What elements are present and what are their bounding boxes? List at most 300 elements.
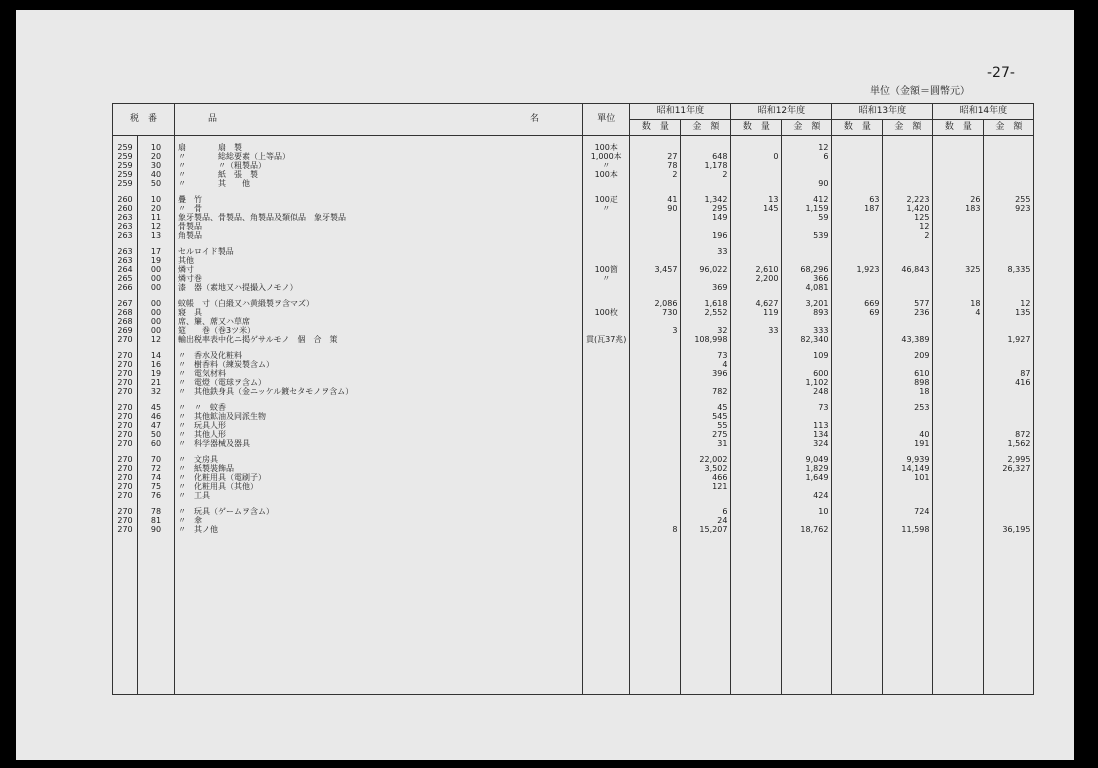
- sub-code-cell: 47: [138, 421, 175, 430]
- tariff-code-cell: 270: [113, 412, 138, 421]
- amount-11-cell: 55: [681, 421, 731, 430]
- amount-14-cell: 2,995: [984, 455, 1034, 464]
- item-name-cell: 〃 化粧用具（其他）: [175, 482, 583, 491]
- amount-13-cell: 724: [883, 507, 933, 516]
- qty-14-cell: [933, 507, 984, 516]
- qty-11-cell: [630, 231, 681, 240]
- header-code: 税 番: [113, 104, 175, 136]
- qty-13-cell: [832, 464, 883, 473]
- amount-11-cell: 295: [681, 204, 731, 213]
- qty-12-cell: [731, 439, 782, 448]
- qty-14-cell: [933, 439, 984, 448]
- amount-12-cell: 73: [782, 403, 832, 412]
- amount-13-cell: 2,223: [883, 195, 933, 204]
- amount-13-cell: [883, 170, 933, 179]
- tariff-code-cell: 260: [113, 195, 138, 204]
- item-name-cell: 〃 其 他: [175, 179, 583, 188]
- qty-11-cell: [630, 464, 681, 473]
- item-name-cell: 寢 具: [175, 308, 583, 317]
- qty-12-cell: [731, 507, 782, 516]
- amount-14-cell: [984, 213, 1034, 222]
- qty-13-cell: [832, 403, 883, 412]
- amount-13-cell: [883, 247, 933, 256]
- sub-code-cell: 00: [138, 317, 175, 326]
- table-row: [113, 421, 1034, 430]
- amount-11-cell: 275: [681, 430, 731, 439]
- tariff-code-cell: 270: [113, 387, 138, 396]
- qty-14-cell: [933, 403, 984, 412]
- table-row: [113, 369, 1034, 378]
- qty-11-cell: 3,457: [630, 265, 681, 274]
- qty-14-cell: [933, 231, 984, 240]
- amount-14-cell: [984, 326, 1034, 335]
- qty-14-cell: [933, 317, 984, 326]
- amount-14-cell: 923: [984, 204, 1034, 213]
- amount-12-cell: 18,762: [782, 525, 832, 534]
- header-year-13: 昭和13年度: [832, 104, 933, 120]
- tariff-code-cell: 270: [113, 464, 138, 473]
- unit-cell: [583, 299, 630, 308]
- unit-cell: [583, 439, 630, 448]
- table-row: [113, 256, 1034, 265]
- amount-11-cell: 22,002: [681, 455, 731, 464]
- qty-12-cell: [731, 351, 782, 360]
- unit-cell: [583, 256, 630, 265]
- qty-11-cell: [630, 213, 681, 222]
- item-name-cell: 燐寸巻: [175, 274, 583, 283]
- amount-12-cell: [782, 222, 832, 231]
- amount-11-cell: 1,342: [681, 195, 731, 204]
- table-row: [113, 326, 1034, 335]
- table-row: [113, 351, 1034, 360]
- tariff-code-cell: 263: [113, 256, 138, 265]
- item-name-cell: 輸出税率表中化ニ掲ゲサルモノ 個 合 策: [175, 335, 583, 344]
- tariff-code-cell: 268: [113, 317, 138, 326]
- sub-code-cell: 10: [138, 195, 175, 204]
- amount-14-cell: [984, 473, 1034, 482]
- header-qty-12: 数 量: [731, 120, 782, 136]
- qty-11-cell: [630, 430, 681, 439]
- item-name-cell: 〃 化粧用具（電刷子）: [175, 473, 583, 482]
- amount-14-cell: 87: [984, 369, 1034, 378]
- qty-12-cell: [731, 161, 782, 170]
- qty-12-cell: 13: [731, 195, 782, 204]
- amount-13-cell: 14,149: [883, 464, 933, 473]
- amount-13-cell: 12: [883, 222, 933, 231]
- amount-12-cell: [782, 170, 832, 179]
- header-qty-11: 数 量: [630, 120, 681, 136]
- qty-14-cell: [933, 256, 984, 265]
- tariff-code-cell: 270: [113, 335, 138, 344]
- qty-14-cell: [933, 525, 984, 534]
- sub-code-cell: 45: [138, 403, 175, 412]
- table-row: [113, 430, 1034, 439]
- amount-13-cell: [883, 283, 933, 292]
- item-name-cell: 筵 巻（巻3ツ米）: [175, 326, 583, 335]
- header-amount-14: 金 額: [984, 120, 1034, 136]
- unit-cell: 100箇: [583, 265, 630, 274]
- amount-14-cell: [984, 222, 1034, 231]
- sub-code-cell: 40: [138, 170, 175, 179]
- sub-code-cell: 78: [138, 507, 175, 516]
- qty-14-cell: [933, 378, 984, 387]
- table-row: [113, 265, 1034, 274]
- item-name-cell: 〃 其他鉄身具（金ニッケル鍍セタモノヲ含ム）: [175, 387, 583, 396]
- qty-12-cell: 2,610: [731, 265, 782, 274]
- qty-12-cell: [731, 335, 782, 344]
- amount-13-cell: 610: [883, 369, 933, 378]
- amount-12-cell: 1,159: [782, 204, 832, 213]
- item-name-cell: 〃 紙 張 製: [175, 170, 583, 179]
- qty-11-cell: [630, 516, 681, 525]
- table-row: [113, 231, 1034, 240]
- qty-11-cell: [630, 179, 681, 188]
- sub-code-cell: 32: [138, 387, 175, 396]
- qty-11-cell: [630, 369, 681, 378]
- table-row: [113, 387, 1034, 396]
- qty-12-cell: [731, 455, 782, 464]
- table-row: [113, 482, 1034, 491]
- sub-code-cell: 19: [138, 369, 175, 378]
- amount-11-cell: 396: [681, 369, 731, 378]
- header-amount-11: 金 額: [681, 120, 731, 136]
- table-row: [113, 161, 1034, 170]
- tariff-code-cell: 270: [113, 439, 138, 448]
- qty-13-cell: [832, 482, 883, 491]
- item-name-cell: 漆 器（素地又ハ提撮入ノモノ）: [175, 283, 583, 292]
- amount-12-cell: 366: [782, 274, 832, 283]
- unit-cell: 〃: [583, 204, 630, 213]
- table-row: [113, 360, 1034, 369]
- tariff-code-cell: 270: [113, 369, 138, 378]
- qty-13-cell: [832, 360, 883, 369]
- sub-code-cell: 50: [138, 179, 175, 188]
- item-name-cell: 〃 工具: [175, 491, 583, 500]
- table-row: [113, 403, 1034, 412]
- qty-11-cell: 2,086: [630, 299, 681, 308]
- table-row: [113, 170, 1034, 179]
- table-row: [113, 507, 1034, 516]
- amount-13-cell: [883, 152, 933, 161]
- qty-14-cell: [933, 412, 984, 421]
- qty-14-cell: 183: [933, 204, 984, 213]
- qty-14-cell: [933, 455, 984, 464]
- qty-12-cell: [731, 387, 782, 396]
- qty-14-cell: [933, 274, 984, 283]
- qty-14-cell: [933, 335, 984, 344]
- item-name-cell: 〃 科学器械及器具: [175, 439, 583, 448]
- amount-13-cell: 43,389: [883, 335, 933, 344]
- amount-11-cell: [681, 222, 731, 231]
- item-name-cell: 〃 文房具: [175, 455, 583, 464]
- qty-12-cell: [731, 525, 782, 534]
- amount-12-cell: 333: [782, 326, 832, 335]
- item-name-cell: 〃 玩具人形: [175, 421, 583, 430]
- qty-12-cell: 119: [731, 308, 782, 317]
- amount-13-cell: [883, 143, 933, 152]
- tariff-code-cell: 270: [113, 430, 138, 439]
- amount-13-cell: [883, 326, 933, 335]
- amount-14-cell: 12: [984, 299, 1034, 308]
- header-name-right: 名: [529, 114, 539, 124]
- qty-11-cell: 730: [630, 308, 681, 317]
- item-name-cell: 席、簾、蓆又ハ草席: [175, 317, 583, 326]
- group-spacer: [113, 448, 1034, 455]
- amount-12-cell: 539: [782, 231, 832, 240]
- qty-14-cell: [933, 430, 984, 439]
- unit-cell: [583, 247, 630, 256]
- qty-13-cell: [832, 455, 883, 464]
- unit-cell: [583, 369, 630, 378]
- qty-11-cell: [630, 491, 681, 500]
- amount-14-cell: [984, 152, 1034, 161]
- item-name-cell: 燐寸: [175, 265, 583, 274]
- tariff-code-cell: 270: [113, 525, 138, 534]
- amount-14-cell: [984, 491, 1034, 500]
- sub-code-cell: 10: [138, 143, 175, 152]
- amount-14-cell: [984, 231, 1034, 240]
- sub-code-cell: 00: [138, 326, 175, 335]
- qty-12-cell: 145: [731, 204, 782, 213]
- amount-13-cell: 898: [883, 378, 933, 387]
- amount-13-cell: [883, 516, 933, 525]
- ledger-table: [112, 103, 1034, 695]
- qty-12-cell: [731, 360, 782, 369]
- header-year-12: 昭和12年度: [731, 104, 832, 120]
- amount-13-cell: [883, 491, 933, 500]
- amount-13-cell: 253: [883, 403, 933, 412]
- tariff-code-cell: 263: [113, 213, 138, 222]
- qty-11-cell: [630, 455, 681, 464]
- qty-14-cell: [933, 283, 984, 292]
- qty-12-cell: [731, 179, 782, 188]
- amount-12-cell: 412: [782, 195, 832, 204]
- item-name-cell: セルロイド製品: [175, 247, 583, 256]
- table-row: [113, 143, 1034, 152]
- unit-cell: 〃: [583, 161, 630, 170]
- amount-14-cell: [984, 482, 1034, 491]
- qty-14-cell: 26: [933, 195, 984, 204]
- amount-13-cell: [883, 274, 933, 283]
- unit-cell: [583, 351, 630, 360]
- amount-14-cell: 36,195: [984, 525, 1034, 534]
- header-amount-13: 金 額: [883, 120, 933, 136]
- amount-11-cell: 96,022: [681, 265, 731, 274]
- amount-14-cell: [984, 283, 1034, 292]
- amount-14-cell: [984, 412, 1034, 421]
- table-row: [113, 213, 1034, 222]
- sub-code-cell: 74: [138, 473, 175, 482]
- unit-cell: [583, 283, 630, 292]
- blank-area: [113, 534, 1034, 695]
- table-row: [113, 464, 1034, 473]
- qty-13-cell: [832, 283, 883, 292]
- amount-14-cell: 8,335: [984, 265, 1034, 274]
- tariff-code-cell: 270: [113, 360, 138, 369]
- qty-14-cell: [933, 491, 984, 500]
- qty-11-cell: [630, 507, 681, 516]
- qty-12-cell: [731, 213, 782, 222]
- header-qty-13: 数 量: [832, 120, 883, 136]
- qty-13-cell: [832, 369, 883, 378]
- tariff-code-cell: 259: [113, 152, 138, 161]
- unit-cell: 1,000本: [583, 152, 630, 161]
- item-name-cell: 〃 其ノ他: [175, 525, 583, 534]
- qty-13-cell: [832, 430, 883, 439]
- qty-14-cell: [933, 152, 984, 161]
- amount-12-cell: 12: [782, 143, 832, 152]
- tariff-code-cell: 264: [113, 265, 138, 274]
- amount-14-cell: 416: [984, 378, 1034, 387]
- sub-code-cell: 81: [138, 516, 175, 525]
- header-amount-12: 金 額: [782, 120, 832, 136]
- amount-12-cell: 113: [782, 421, 832, 430]
- unit-cell: [583, 430, 630, 439]
- amount-14-cell: 1,927: [984, 335, 1034, 344]
- qty-11-cell: [630, 335, 681, 344]
- sub-code-cell: 76: [138, 491, 175, 500]
- tariff-code-cell: 263: [113, 222, 138, 231]
- qty-12-cell: 2,200: [731, 274, 782, 283]
- qty-12-cell: 0: [731, 152, 782, 161]
- qty-14-cell: [933, 247, 984, 256]
- unit-cell: [583, 421, 630, 430]
- sub-code-cell: 20: [138, 152, 175, 161]
- item-name-cell: 〃 電気材料: [175, 369, 583, 378]
- group-spacer: [113, 188, 1034, 195]
- unit-cell: [583, 525, 630, 534]
- amount-11-cell: [681, 378, 731, 387]
- unit-cell: 100本: [583, 143, 630, 152]
- qty-12-cell: [731, 430, 782, 439]
- item-name-cell: 〃 香水及化粧料: [175, 351, 583, 360]
- sub-code-cell: 50: [138, 430, 175, 439]
- sub-code-cell: 00: [138, 308, 175, 317]
- amount-11-cell: 545: [681, 412, 731, 421]
- qty-13-cell: [832, 161, 883, 170]
- group-spacer: [113, 240, 1034, 247]
- amount-14-cell: [984, 143, 1034, 152]
- qty-13-cell: [832, 170, 883, 179]
- amount-12-cell: 600: [782, 369, 832, 378]
- tariff-code-cell: 270: [113, 421, 138, 430]
- table-row: [113, 308, 1034, 317]
- amount-11-cell: 108,998: [681, 335, 731, 344]
- amount-11-cell: [681, 179, 731, 188]
- sub-code-cell: 20: [138, 204, 175, 213]
- qty-11-cell: [630, 143, 681, 152]
- amount-11-cell: 4: [681, 360, 731, 369]
- qty-13-cell: [832, 491, 883, 500]
- unit-cell: [583, 491, 630, 500]
- qty-13-cell: [832, 516, 883, 525]
- tariff-code-cell: 270: [113, 351, 138, 360]
- amount-13-cell: 577: [883, 299, 933, 308]
- item-name-cell: 其他: [175, 256, 583, 265]
- amount-11-cell: 2,552: [681, 308, 731, 317]
- qty-12-cell: [731, 403, 782, 412]
- qty-14-cell: [933, 387, 984, 396]
- qty-12-cell: [731, 283, 782, 292]
- qty-14-cell: [933, 351, 984, 360]
- amount-12-cell: 248: [782, 387, 832, 396]
- amount-14-cell: 135: [984, 308, 1034, 317]
- qty-13-cell: 1,923: [832, 265, 883, 274]
- amount-12-cell: 134: [782, 430, 832, 439]
- amount-12-cell: 59: [782, 213, 832, 222]
- amount-11-cell: [681, 256, 731, 265]
- table-row: [113, 222, 1034, 231]
- table-row: [113, 247, 1034, 256]
- qty-11-cell: [630, 482, 681, 491]
- qty-13-cell: [832, 525, 883, 534]
- qty-14-cell: [933, 179, 984, 188]
- sub-code-cell: 14: [138, 351, 175, 360]
- tariff-code-cell: 259: [113, 170, 138, 179]
- page-number: -27-: [987, 65, 1015, 81]
- qty-12-cell: [731, 378, 782, 387]
- amount-14-cell: [984, 516, 1034, 525]
- tariff-code-cell: 270: [113, 378, 138, 387]
- item-name-cell: 〃 〃（粗製品）: [175, 161, 583, 170]
- table-row: [113, 473, 1034, 482]
- qty-14-cell: [933, 161, 984, 170]
- item-name-cell: 〃 玩具（ゲームヲ含ム）: [175, 507, 583, 516]
- unit-cell: [583, 387, 630, 396]
- amount-14-cell: 26,327: [984, 464, 1034, 473]
- amount-11-cell: 782: [681, 387, 731, 396]
- tariff-code-cell: 269: [113, 326, 138, 335]
- header-qty-14: 数 量: [933, 120, 984, 136]
- amount-13-cell: [883, 360, 933, 369]
- amount-13-cell: [883, 482, 933, 491]
- qty-14-cell: [933, 143, 984, 152]
- unit-cell: [583, 473, 630, 482]
- amount-14-cell: [984, 317, 1034, 326]
- table-row: [113, 195, 1034, 204]
- qty-13-cell: 63: [832, 195, 883, 204]
- qty-12-cell: [731, 464, 782, 473]
- qty-12-cell: [731, 170, 782, 179]
- qty-11-cell: [630, 387, 681, 396]
- sub-code-cell: 00: [138, 265, 175, 274]
- sub-code-cell: 00: [138, 274, 175, 283]
- amount-13-cell: 46,843: [883, 265, 933, 274]
- amount-13-cell: 191: [883, 439, 933, 448]
- qty-11-cell: [630, 421, 681, 430]
- table-row: [113, 378, 1034, 387]
- qty-12-cell: [731, 412, 782, 421]
- amount-14-cell: [984, 507, 1034, 516]
- qty-12-cell: [731, 473, 782, 482]
- table-row: [113, 179, 1034, 188]
- amount-13-cell: [883, 256, 933, 265]
- amount-12-cell: 10: [782, 507, 832, 516]
- qty-11-cell: 27: [630, 152, 681, 161]
- amount-12-cell: [782, 317, 832, 326]
- amount-14-cell: [984, 351, 1034, 360]
- amount-12-cell: [782, 247, 832, 256]
- amount-12-cell: [782, 516, 832, 525]
- sub-code-cell: 75: [138, 482, 175, 491]
- amount-13-cell: 101: [883, 473, 933, 482]
- amount-14-cell: [984, 274, 1034, 283]
- qty-13-cell: [832, 152, 883, 161]
- amount-11-cell: 6: [681, 507, 731, 516]
- sub-code-cell: 00: [138, 283, 175, 292]
- unit-cell: [583, 412, 630, 421]
- qty-14-cell: [933, 464, 984, 473]
